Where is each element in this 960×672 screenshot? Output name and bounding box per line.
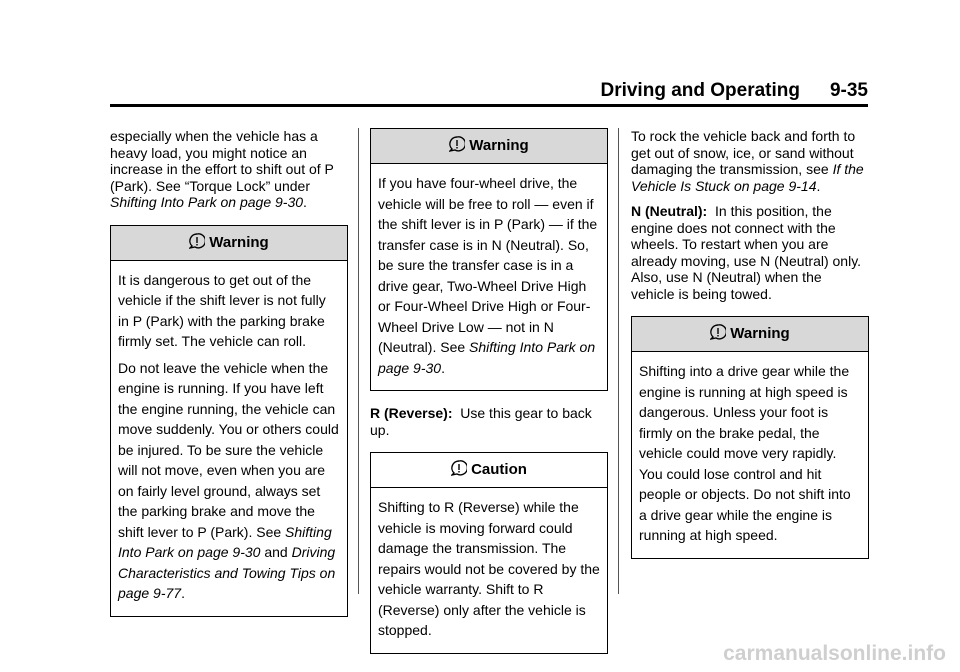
cross-reference[interactable]: Shifting Into Park on page 9-30	[378, 339, 596, 376]
warning-title: Warning	[730, 325, 790, 342]
warning-icon	[189, 228, 205, 262]
warning-header	[111, 226, 347, 261]
warning-icon	[710, 319, 726, 353]
warning-header	[632, 317, 868, 352]
column-1	[110, 128, 348, 617]
warning-box	[370, 128, 608, 391]
warning-box	[110, 225, 348, 617]
warning-text: Do not leave the vehicle when the engine is running. If you have left the engine running, the vehicle can move suddenly. You or others could be injured. To be sure the vehicle will not move, even when you are on fairly level ground, always set the parking brake and move the shift lever to P (Park). See Shifting Into Park on page 9-30 and Driving Characteristics and Towing Tips on page 9-77.	[118, 359, 339, 601]
rock-paragraph: To rock the vehicle back and forth to get out of snow, ice, or sand without damaging the transmission, see If the Vehicle Is Stuck on page 9-14.	[631, 128, 864, 194]
column-3	[631, 128, 869, 559]
warning-body	[371, 164, 607, 390]
warning-header	[371, 129, 607, 164]
cross-reference[interactable]: Shifting Into Park on page 9-30	[118, 523, 332, 560]
warning-text: It is dangerous to get out of the vehicle if the shift lever is not fully in P (Park) with the parking brake firmly set. The vehicle can roll.	[118, 271, 326, 349]
warning-text: Shifting into a drive gear while the engine is running at high speed is dangerous. Unless your foot is firmly on the brake pedal, the vehicle could move very rapidly. You could lose control and hit people or objects. Do not shift into a drive gear while the engine is running at high speed.	[639, 363, 851, 543]
caution-icon	[451, 455, 467, 489]
warning-box	[631, 316, 869, 559]
watermark: carmanualsonline.info	[723, 642, 946, 665]
intro-text: especially when the vehicle has a heavy load, you might notice an increase in the effort to shift out of P (Park). See “Torque Lock” under	[110, 128, 334, 194]
caution-title: Caution	[471, 461, 527, 478]
column-2	[370, 128, 608, 654]
reverse-paragraph: R (Reverse): Use this gear to back up.	[370, 405, 592, 438]
page-header	[110, 74, 868, 107]
neutral-paragraph: N (Neutral): In this position, the engine does not connect with the wheels. To restart when you are already moving, use N (Neutral) only. Also, use N (Neutral) when the vehicle is being towed.	[631, 203, 862, 302]
warning-title: Warning	[469, 137, 529, 154]
cross-reference[interactable]: Shifting Into Park on page 9-30	[110, 194, 304, 210]
cross-reference[interactable]: If the Vehicle Is Stuck on page 9-14	[631, 161, 864, 194]
caution-body	[371, 488, 607, 653]
warning-body	[632, 352, 868, 558]
run-in-heading: R (Reverse):	[370, 405, 453, 421]
section-title: Driving and Operating	[600, 80, 800, 101]
warning-text: If you have four-wheel drive, the vehicle will be free to roll — even if the shift lever is in P (Park) — if the transfer case is in N (Neutral). So, be sure the transfer case is in a drive gear, Two-Wheel Drive High or Four-Wheel Drive High or Four-Wheel Drive Low — not in N (Neutral). See Shifting Into Park on page 9-30.	[378, 175, 598, 376]
warning-icon	[449, 131, 465, 165]
page-number: 9-35	[829, 80, 868, 101]
caution-box	[370, 452, 608, 654]
column-divider	[358, 128, 359, 594]
run-in-heading: N (Neutral):	[631, 203, 708, 219]
caution-text: Shifting to R (Reverse) while the vehicle is moving forward could damage the transmission. The repairs would not be covered by the vehicle warranty. Shift to R (Reverse) only after the vehicle is stopped.	[378, 499, 600, 638]
cross-reference[interactable]: Driving Characteristics and Towing Tips on page 9-77	[118, 544, 336, 601]
caution-header	[371, 453, 607, 488]
intro-paragraph: especially when the vehicle has a heavy load, you might notice an increase in the effort to shift out of P (Park). See “Torque Lock” under Shifting Into Park on page 9-30.	[110, 128, 334, 210]
column-divider	[618, 128, 619, 594]
warning-body	[111, 261, 347, 616]
warning-title: Warning	[209, 233, 269, 251]
